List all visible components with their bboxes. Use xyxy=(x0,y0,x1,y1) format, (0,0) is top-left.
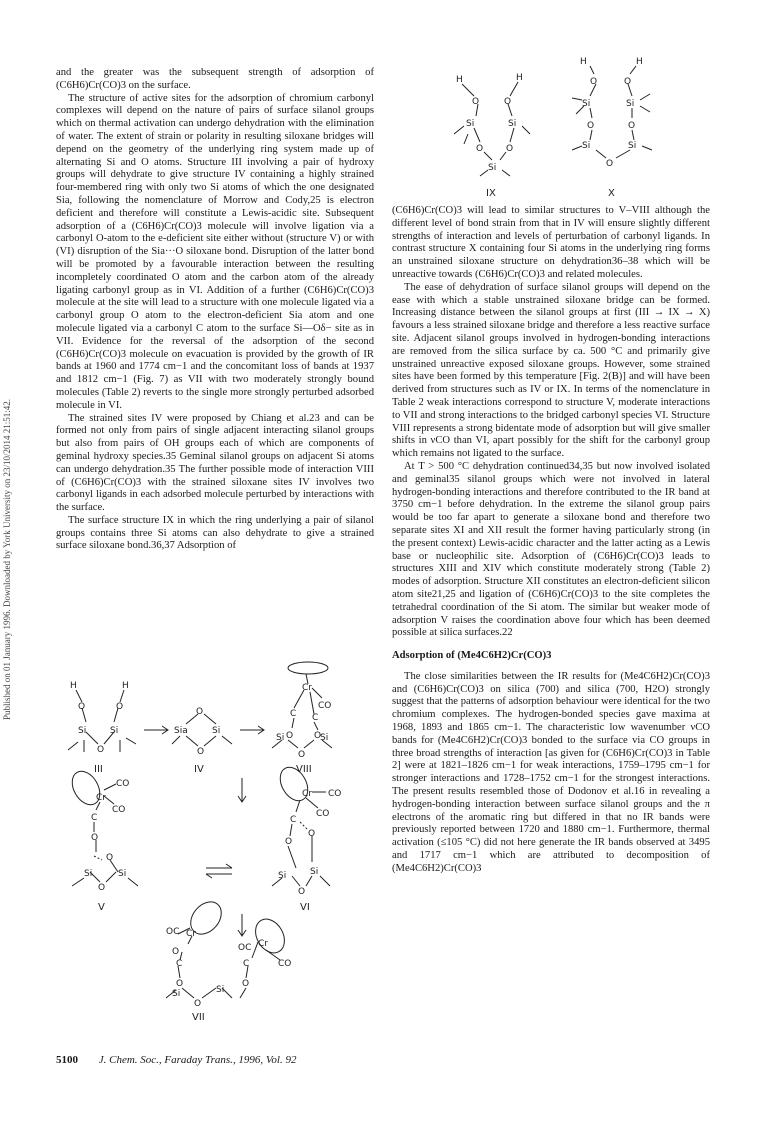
atom-o: O xyxy=(98,883,106,893)
reaction-scheme-svg xyxy=(56,660,374,1020)
structure-label-vi: VI xyxy=(300,902,310,913)
atom-si: Si xyxy=(582,99,591,109)
atom-si: Si xyxy=(110,726,119,736)
atom-si: Si xyxy=(276,733,285,743)
atom-o: O xyxy=(624,77,632,87)
paragraph: The ease of dehydration of surface silanol groups will depend on the ease with which a stable unstrained siloxane bridge can be formed. Increasing distance between the silanol groups at first (III → IX → X) favours a less strained siloxane bridge and therefore a less reactive surface site. Adjacent silanol groups involved in hydrogen-bonding interactions are removed from the silica surface by ca. 500 °C and primarily give unstrained unreactive exposed siloxane groups. However, some strained sites have been formed by this temperature [Fig. 2(B)] and will have been derived from structures such as IV or IX. In terms of the nomenclature in Table 2 weak interactions correspond to structure V, moderate interactions to VII and strong interactions to the bridged carbonyl species VI. Structure VIII represents a strong bidentate mode of adsorption but will give smaller shifts in νCO than VI, apart possibly for the shift for the carbonyl group which remains not ligated to the surface. xyxy=(392,281,710,460)
atom-co: CO xyxy=(278,959,292,969)
atom-cr: Cr xyxy=(302,789,312,799)
paragraph: The surface structure IX in which the ring underlying a pair of silanol groups contains three Si atoms can also dehydrate to give a strained surface siloxane bond.36,37 Adsorption of xyxy=(56,514,374,552)
atom-o: O xyxy=(628,121,636,131)
atom-co: CO xyxy=(112,805,126,815)
atom-o: O xyxy=(97,745,105,755)
atom-o: O xyxy=(285,837,293,847)
atom-o: O xyxy=(91,833,99,843)
paragraph: and the greater was the subsequent strength of adsorption of (C6H6)Cr(CO)3 on the surface. xyxy=(56,67,374,91)
atom-o: O xyxy=(197,747,205,757)
structures-ix-x-svg xyxy=(440,54,670,204)
atom-si-a: Sia xyxy=(174,726,188,736)
atom-o: O xyxy=(286,731,294,741)
atom-cr: Cr xyxy=(302,683,312,693)
atom-cr: Cr xyxy=(186,929,196,939)
atom-si: Si xyxy=(84,869,93,879)
atom-h: H xyxy=(636,57,643,67)
atom-si: Si xyxy=(212,726,221,736)
atom-si: Si xyxy=(216,985,225,995)
structure-label-x: X xyxy=(608,188,615,199)
structure-label-ix: IX xyxy=(486,188,496,199)
atom-o: O xyxy=(606,159,614,169)
atom-h: H xyxy=(122,681,129,691)
atom-c: C xyxy=(312,713,319,723)
paragraph: The close similarities between the IR results for (Me4C6H2)Cr(CO)3 and (C6H6)Cr(CO)3 on silica (700) and silica (700, H2O) strongly suggest that the patterns of adsorption behaviour were identical for the two chromium complexes. The hydrogen-bonded species gave maxima at 1968, 1893 and 1865 cm−1. The characteristic low wavenumber νCO bands for (Me4C6H2)Cr(CO)3 bonded to the surface via CO groups in three broad strengths of interaction [as given for (C6H6)Cr(CO)3 in Table 2] were at 1821–1826 cm−1 for weak interactions, 1759–1795 cm−1 for stronger interactions and 1728–1752 cm−1 for the strongest interactions. The present results resembled those of Dodonov et al.16 in revealing a hydrogen-bonding interaction between surface silanol groups and the π electrons of the aromatic ring but differed in that no IR bands were previously reported between 1720 and 1880 cm−1. Furthermore, thermal activation (≤105 °C) did not here generate the IR bands observed at 3495 and 1717 cm−1 which are attributed to decomposition of (Me4C6H2)Cr(CO)3 xyxy=(392,670,710,874)
atom-co: CO xyxy=(316,809,330,819)
atom-o: O xyxy=(78,702,86,712)
atom-c: C xyxy=(290,815,297,825)
atom-h: H xyxy=(456,75,463,85)
atom-si: Si xyxy=(78,726,87,736)
atom-o: O xyxy=(314,731,322,741)
reaction-scheme-figure xyxy=(56,660,374,1020)
structure-label-v: V xyxy=(98,902,105,913)
atom-cr: Cr xyxy=(96,793,106,803)
atom-o: O xyxy=(196,707,204,717)
atom-c: C xyxy=(91,813,98,823)
atom-o: O xyxy=(308,829,316,839)
atom-o: O xyxy=(116,702,124,712)
atom-o: O xyxy=(472,97,480,107)
paragraph: The strained sites IV were proposed by Chiang et al.23 and can be formed not only from pairs of single adjacent interacting silanol groups but also from pairs of OH groups each of which are components of geminal hydroxy species.35 Geminal silanol groups on adjacent Si atoms can undergo dehydration.35 The further possible mode of interaction VIII of (C6H6)Cr(CO)3 with the strained siloxane sites IV involves two carbonyl ligands in each adsorbed molecule perturbed by interactions with the surface. xyxy=(56,412,374,514)
atom-o: O xyxy=(587,121,595,131)
atom-c: C xyxy=(290,709,297,719)
atom-si: Si xyxy=(628,141,637,151)
atom-o: O xyxy=(590,77,598,87)
page-number: 5100 xyxy=(56,1054,78,1066)
atom-si: Si xyxy=(320,733,329,743)
atom-o: O xyxy=(242,979,250,989)
left-column xyxy=(56,67,374,553)
atom-si: Si xyxy=(508,119,517,129)
atom-si: Si xyxy=(172,989,181,999)
atom-c: C xyxy=(176,959,183,969)
atom-si: Si xyxy=(626,99,635,109)
structure-label-iv: IV xyxy=(194,764,204,775)
structure-label-vii: VII xyxy=(192,1012,205,1020)
atom-co: CO xyxy=(318,701,332,711)
atom-oc: OC xyxy=(238,943,252,953)
structure-label-iii: III xyxy=(94,764,103,775)
atom-o: O xyxy=(298,750,306,760)
journal-citation: J. Chem. Soc., Faraday Trans., 1996, Vol. 92 xyxy=(98,1054,297,1066)
atom-si: Si xyxy=(582,141,591,151)
atom-o: O xyxy=(506,144,514,154)
structures-ix-x-figure xyxy=(440,54,670,204)
atom-h: H xyxy=(516,73,523,83)
atom-o: O xyxy=(106,853,114,863)
atom-o: O xyxy=(298,887,306,897)
atom-c: C xyxy=(243,959,250,969)
atom-si: Si xyxy=(466,119,475,129)
atom-h: H xyxy=(580,57,587,67)
atom-si: Si xyxy=(278,871,287,881)
atom-cr: Cr xyxy=(258,939,268,949)
atom-o: O xyxy=(194,999,202,1009)
right-column xyxy=(392,205,710,876)
atom-si: Si xyxy=(310,867,319,877)
atom-h: H xyxy=(70,681,77,691)
atom-co: CO xyxy=(116,779,130,789)
paragraph: At T > 500 °C dehydration continued34,35 but now involved isolated and geminal35 silanol groups which were not involved in lateral hydrogen-bonding interactions and therefore contributed to the IR band at 3750 cm−1 before dehydration. In the extreme the silanol group pairs would be too far apart to generate a siloxane bond and therefore two separate sites XI and XII result the former having particularly strong (in the present context) Lewis-acidic character and the latter acting as a Lewis base or nucleophilic site. Adsorption of (C6H6)Cr(CO)3 leads to structures XIII and XIV which constitute moderately strong (Table 2) modes of adsorption. Structure XII constitutes an electron-deficient silicon atom site21,25 and ligation of (C6H6)Cr(CO)3 to the site completes the tetrahedral coordination of the Si atom. The similar but weaker mode of adsorption V raises the coordination above four which has been deemed possible at silica surfaces.22 xyxy=(392,460,710,639)
atom-o: O xyxy=(176,979,184,989)
atom-oc: OC xyxy=(166,927,180,937)
atom-si: Si xyxy=(118,869,127,879)
page-footer xyxy=(56,1054,296,1066)
section-heading: Adsorption of (Me4C6H2)Cr(CO)3 xyxy=(392,650,552,662)
download-watermark: Published on 01 January 1996. Downloaded by York University on 23/10/2014 21:51:42. xyxy=(2,399,12,721)
atom-si: Si xyxy=(488,163,497,173)
paragraph: (C6H6)Cr(CO)3 will lead to similar structures to V–VIII although the different level of bond strain from that in IV will ensure slightly different strengths of interaction and levels of perturbation of carbonyl ligands. In contrast structure X containing four Si atoms in the underlying ring forms an unstrained siloxane structure on dehydration36–38 which will be unreactive towards (C6H6)Cr(CO)3 and related molecules. xyxy=(392,205,710,280)
atom-o: O xyxy=(476,144,484,154)
atom-o: O xyxy=(172,947,180,957)
structure-label-viii: VIII xyxy=(296,764,312,775)
paragraph: The structure of active sites for the adsorption of chromium carbonyl complexes will depend on the nature of pairs of surface silanol groups which on thermal activation can undergo dehydration with the elimination of water. The extent of strain or polarity in resulting siloxane bridges will depend on the geometry of the underlying ring system made up of alternating Si and O atoms. Structure III involving a pair of hydroxy groups will dehydrate to give structure IV containing a highly strained four-membered ring with only two Si atoms of which the one designated Sia, following the nomenclature of Morrow and Cody,25 is electron deficient and therefore will constitute a Lewis-acidic site. Subsequent adsorption of a (C6H6)Cr(CO)3 molecule will involve ligation via a carbonyl O-atom to the e-deficient site either without (structure V) or with (VI) disruption of the Sia···O siloxane bond. Disruption of the latter bond will be promoted by a favourable interaction between the resulting incompletely coordinated O atom and the carbon atom of the already ligating carbonyl group as in VI. Addition of a further (C6H6)Cr(CO)3 molecule at the site will lead to a structure with one molecule ligated via a carbonyl group O atom to the electron-deficient Sia atom and one molecule ligated via a carbonyl C atom to the surface Si—Oδ− site as in VII. Evidence for the reversal of the adsorption of the second (C6H6)Cr(CO)3 molecule on evacuation is provided by the growth of IR bands at 1960 and 1774 cm−1 and the concomitant loss of bands at 1937 and 1812 cm−1 (Fig. 7) as VII with two moderately strongly bound molecules (Table 2) reverts to the single more strongly perturbed adsorbed molecule in VI. xyxy=(56,92,374,411)
atom-o: O xyxy=(504,97,512,107)
atom-co: CO xyxy=(328,789,342,799)
